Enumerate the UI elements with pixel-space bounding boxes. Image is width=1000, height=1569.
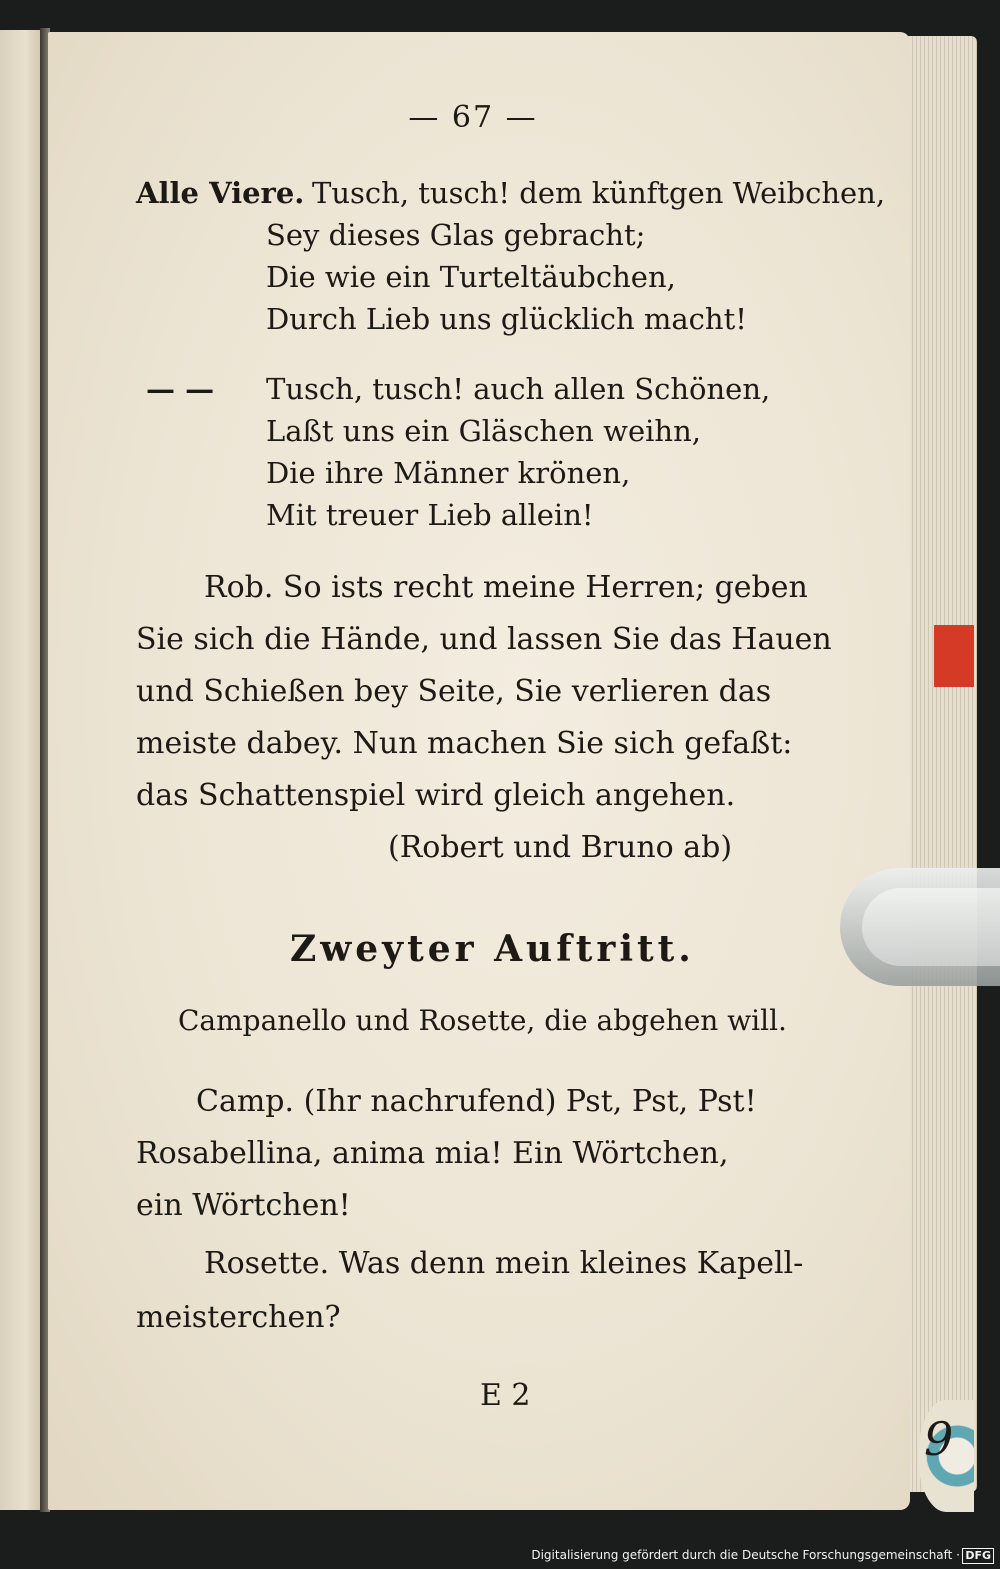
digitization-credit: Digitalisierung gefördert durch die Deutsche Forschungsgemeinschaft ·: [531, 1548, 960, 1562]
song1-line: Tusch, tusch! dem künftgen Weibchen,: [312, 176, 886, 210]
rob-speech-line: Sie sich die Hände, und lassen Sie das Hauen: [136, 622, 832, 657]
camp-speech-line: Rosabellina, anima mia! Ein Wörtchen,: [136, 1136, 729, 1171]
song2-line: Mit treuer Lieb allein!: [266, 498, 594, 532]
song2-speaker: — —: [146, 372, 215, 406]
book-page: [48, 32, 910, 1510]
camp-speech-line: Camp. (Ihr nachrufend) Pst, Pst, Pst!: [196, 1084, 757, 1119]
dfg-logo: DFG: [962, 1548, 994, 1564]
rosette-speech-line: meisterchen?: [136, 1300, 341, 1335]
glass-page-clip-highlight: [862, 888, 1000, 966]
page-number: — 67 —: [408, 100, 538, 135]
signature-mark: E 2: [480, 1378, 531, 1413]
song2-line: Tusch, tusch! auch allen Schönen,: [266, 372, 771, 406]
song1-line: Sey dieses Glas gebracht;: [266, 218, 646, 252]
left-facing-page: [0, 30, 42, 1510]
rob-speech-line: meiste dabey. Nun machen Sie sich gefaßt:: [136, 726, 793, 761]
song2-line: Laßt uns ein Gläschen weihn,: [266, 414, 701, 448]
stage-direction: (Robert und Bruno ab): [388, 830, 733, 865]
song1-speaker: Alle Viere.: [136, 176, 305, 210]
page-edges: [905, 36, 977, 1492]
scene-heading: Zweyter Auftritt.: [290, 928, 695, 970]
rob-speech-line: und Schießen bey Seite, Sie verlieren das: [136, 674, 772, 709]
seal-digit: 9: [924, 1412, 954, 1466]
song1-line: Die wie ein Turteltäubchen,: [266, 260, 676, 294]
scene-characters: Campanello und Rosette, die abgehen will.: [178, 1004, 787, 1037]
song1-line: Durch Lieb uns glücklich macht!: [266, 302, 747, 336]
rosette-speech-line: Rosette. Was denn mein kleines Kapell-: [204, 1246, 804, 1281]
red-bookmark-tab: [934, 625, 974, 687]
rob-speech-line: das Schattenspiel wird gleich angehen.: [136, 778, 736, 813]
song2-line: Die ihre Männer krönen,: [266, 456, 631, 490]
rob-speech-line: Rob. So ists recht meine Herren; geben: [204, 570, 808, 605]
camp-speech-line: ein Wörtchen!: [136, 1188, 351, 1223]
